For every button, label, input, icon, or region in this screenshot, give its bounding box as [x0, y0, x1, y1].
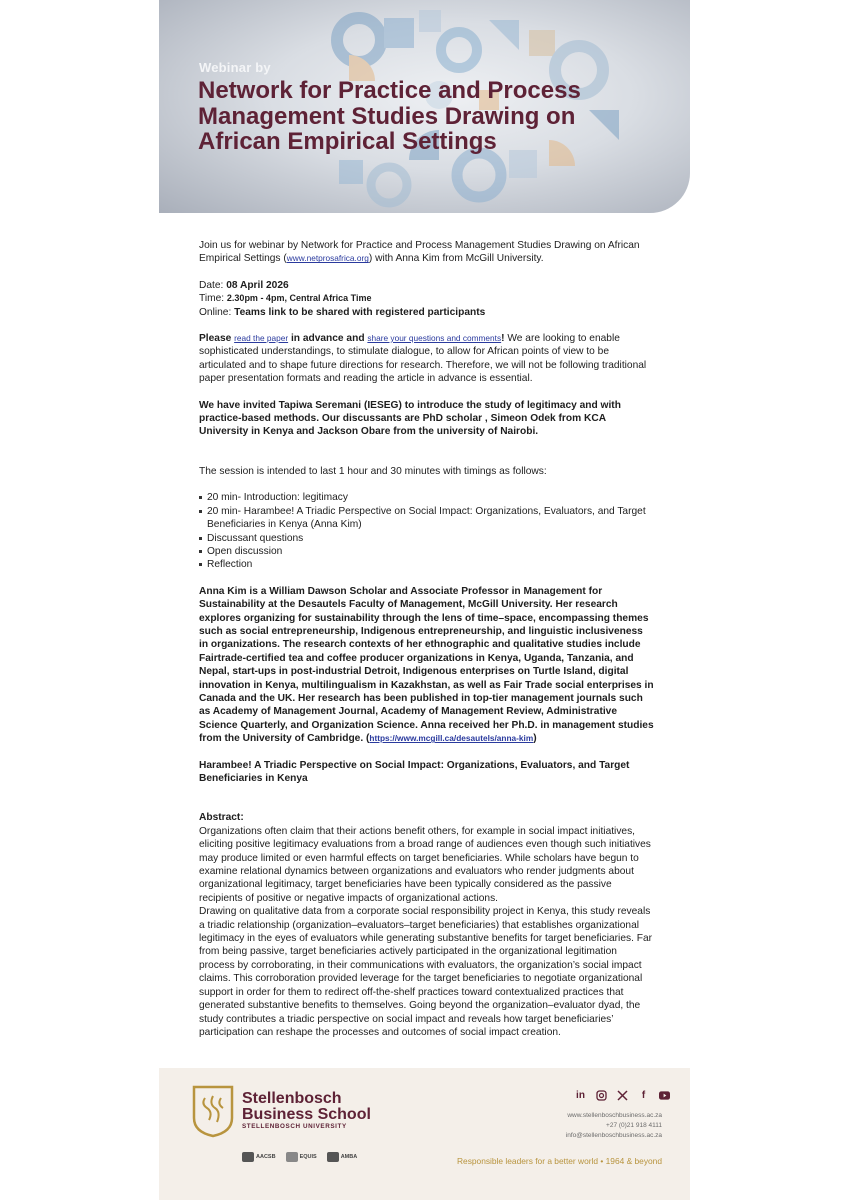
amba-badge [327, 1152, 358, 1162]
date-value: 08 April 2026 [226, 279, 289, 291]
webinar-flyer [159, 0, 690, 1200]
online-line [199, 306, 654, 319]
time-line [199, 292, 654, 305]
logo-name-line1: Stellenbosch [242, 1090, 342, 1107]
netpros-link[interactable]: www.netprosafrica.org [286, 253, 369, 264]
speaker-bio [199, 585, 654, 746]
online-value: Teams link to be shared with registered participants [234, 306, 486, 318]
main-content [199, 239, 654, 1039]
logo-name-line2: Business School [242, 1106, 371, 1123]
amba-icon [327, 1152, 339, 1162]
date-line [199, 279, 654, 292]
agenda-list [199, 491, 654, 571]
intro-prefix: Join us for webinar by Network for Practice and Process Management Studies Drawing on African Empirical Settings ( [199, 240, 640, 265]
equis-icon [286, 1152, 298, 1162]
email-link[interactable]: info@stellenboschbusiness.ac.za [565, 1132, 662, 1139]
agenda-item: 20 min- Harambee! A Triadic Perspective on Social Impact: Organizations, Evaluators, and Target Beneficiaries in Kenya (Anna Kim) [199, 505, 654, 532]
agenda-item: 20 min- Introduction: legitimacy [199, 491, 654, 504]
aacsb-badge [242, 1152, 276, 1162]
stellenbosch-shield-icon [191, 1084, 235, 1138]
linkedin-icon[interactable]: in [576, 1090, 585, 1101]
phone-number: +27 (0)21 918 4111 [606, 1122, 662, 1129]
invited-paragraph: We have invited Tapiwa Seremani (IESEG) to introduce the study of legitimacy and with practice-based methods. Our discussants are PhD scholar , Simeon Odek from KCA University in Kenya and Jackson Obare from the university of Nairobi. [199, 399, 621, 438]
agenda-item: Discussant questions [199, 532, 654, 545]
hero-banner [159, 0, 690, 213]
call-paragraph [199, 332, 654, 386]
abstract-paragraph-1: Organizations often claim that their actions benefit others, for example in social impact initiatives, eliciting positive legitimacy evaluations from a broad range of audiences even though such initiatives may produce limited or even harmful effects on target beneficiaries. While scholars have begun to examine relational dynamics between organizations and evaluators who render judgments about organizational legitimacy, target beneficiaries have been typically considered as the passive recipients of positive or negative impacts of organizational actions. [199, 825, 651, 904]
session-intro: The session is intended to last 1 hour and 30 minutes with timings as follows: [199, 465, 547, 477]
logo-university: STELLENBOSCH UNIVERSITY [242, 1123, 347, 1130]
contact-details [566, 1111, 662, 1141]
x-icon[interactable] [617, 1090, 628, 1101]
intro-paragraph [199, 239, 654, 266]
equis-badge [286, 1152, 317, 1162]
agenda-item: Reflection [199, 558, 654, 571]
instagram-icon[interactable] [596, 1090, 607, 1101]
equis-label: EQUIS [299, 1154, 317, 1160]
paper-title: Harambee! A Triadic Perspective on Social Impact: Organizations, Evaluators, and Target Beneficiaries in Kenya [199, 759, 630, 784]
website-link[interactable]: www.stellenboschbusiness.ac.za [567, 1112, 662, 1119]
amba-label: AMBA [340, 1154, 358, 1160]
intro-suffix: ) with Anna Kim from McGill University. [368, 253, 544, 265]
call-rest: We are looking to enable sophisticated understandings, to stimulate dialogue, to allow for African points of view to be articulated and to shape future directions for research. Therefore, we will not be following traditional paper presentation formats and reading the article in advance is essential. [199, 333, 647, 385]
aacsb-icon [242, 1152, 254, 1162]
hero-kicker: Webinar by [199, 60, 271, 75]
bio-text: Anna Kim is a William Dawson Scholar and Associate Professor in Management for Sustainability at the Desautels Faculty of Management, McGill University. Her research explores organizing for sustainability through the lens of time–space, encompassing themes such as social entrepreneurship, Indigenous entrepreneurship, and linguistic inclusiveness in organizations. The research contexts of her ethnographic and qualitative studies include Fairtrade-certified tea and coffee producer organizations in Kenya, Uganda, Tanzania, and Nepal, start-ups in post-industrial Detroit, Indigenous enterprises on Turtle Island, digital innovation in Kenya, multilingualism in Kazakhstan, as well as Fair Trade social enterprises in Canada and the UK. Her research has been published in top-tier management journals such as Academy of Management Journal, Academy of Management Review, Administrative Science Quarterly, and Organization Science. Anna received her Ph.D. in management studies from the University of Cambridge. ( [199, 585, 654, 745]
anna-kim-profile-link[interactable]: https://www.mcgill.ca/desautels/anna-kim [369, 733, 534, 744]
time-label: Time: [199, 293, 227, 305]
time-value: 2.30pm - 4pm, Central Africa Time [226, 293, 372, 304]
in-advance-text: in advance and [288, 333, 368, 345]
bio-close: ) [533, 733, 537, 745]
tagline: Responsible leaders for a better world • 1964 & beyond [457, 1156, 662, 1166]
hero-title: Network for Practice and Process Management Studies Drawing on African Empirical Settings [198, 77, 581, 155]
agenda-item: Open discussion [199, 545, 654, 558]
online-label: Online: [199, 306, 235, 318]
aacsb-label: AACSB [256, 1154, 276, 1160]
social-links [575, 1090, 670, 1101]
bang-text: ! [501, 333, 505, 345]
date-label: Date: [199, 279, 227, 291]
footer [159, 1068, 690, 1200]
please-text: Please [199, 333, 235, 345]
abstract-paragraph-2: Drawing on qualitative data from a corporate social responsibility project in Kenya, this study reveals a triadic relationship (organization–evaluators–target beneficiaries) that establishes organizational legitimacy in the eyes of evaluators while generating substantive benefits for target beneficiaries. Far from being passive, target beneficiaries actively participated in the organizational legitimation process by corroborating, in their communications with evaluators, the organization’s social impact claims. This corroboration provided leverage for the target beneficiaries to negotiate organizational support in order for them to redirect off-the-shelf practices toward contextualized practices that generated substantive benefits to themselves. Going beyond the organization–evaluator dyad, the study contributes a triadic perspective on social impact and reveals how target beneficiaries’ participation can reshape the processes and outcomes of social impact creation. [199, 906, 653, 1038]
facebook-icon[interactable]: f [641, 1090, 646, 1101]
accreditation-logos [242, 1152, 357, 1162]
share-questions-link[interactable]: share your questions and comments [367, 333, 502, 344]
read-paper-link[interactable]: read the paper [234, 333, 289, 344]
youtube-icon[interactable] [659, 1090, 670, 1101]
abstract-label: Abstract: [199, 812, 244, 824]
